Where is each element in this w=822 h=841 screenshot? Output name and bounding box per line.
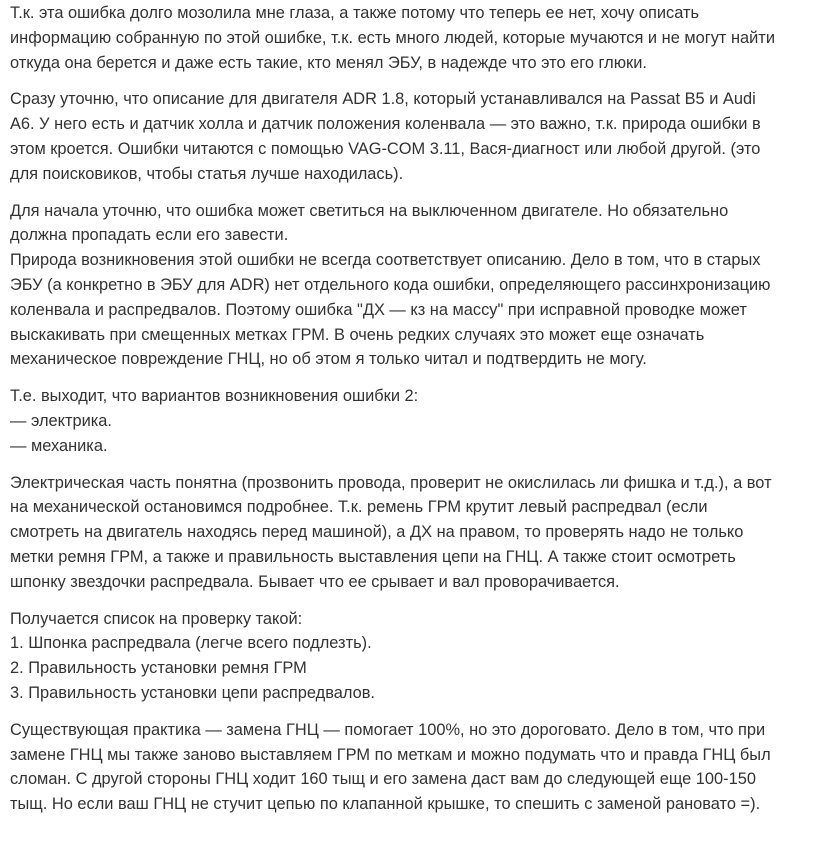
- paragraph-intro: [10, 1, 812, 75]
- text-line: замене ГНЦ мы также заново выставляем ГРМ по меткам и можно подумать что и правда ГНЦ был: [10, 745, 771, 764]
- paragraph-engine: [10, 87, 812, 186]
- list-item: 1. Шпонка распредвала (легче всего подлезть).: [10, 634, 372, 653]
- list-item: 3. Правильность установки цепи распредвалов.: [10, 683, 375, 702]
- text-line: смотреть на двигатель находясь перед машиной), а ДХ на правом, то проверять надо не только: [10, 523, 744, 542]
- paragraph-mechanics: [10, 471, 812, 595]
- list-item: — механика.: [10, 436, 108, 455]
- paragraph-practice: [10, 718, 812, 817]
- text-line: этом кроется. Ошибки читаются с помощью VAG-COM 3.11, Вася-диагност или любой другой. (это: [10, 139, 761, 158]
- paragraph-checklist: [10, 607, 812, 706]
- text-line: Т.е. выходит, что вариантов возникновения ошибки 2:: [10, 387, 419, 406]
- paragraph-nature: [10, 199, 812, 373]
- text-line: коленвала и распредвалов. Поэтому ошибка "ДХ — кз на массу" при исправной проводке может: [10, 300, 747, 319]
- text-line: A6. У него есть и датчик холла и датчик положения коленвала — это важно, т.к. природа ошибки в: [10, 115, 761, 134]
- text-line: для поисковиков, чтобы статья лучше находилась).: [10, 164, 404, 183]
- text-line: метки ремня ГРМ, а также и правильность выставления цепи на ГНЦ. А также стоит осмотреть: [10, 547, 736, 566]
- text-line: информацию собранную по этой ошибке, т.к. есть много людей, которые мучаются и не могут найти: [10, 28, 775, 47]
- paragraph-variants: [10, 384, 812, 458]
- text-line: выскакивать при смещенных метках ГРМ. В очень редких случаях это может еще означать: [10, 325, 705, 344]
- text-line: ЭБУ (а конкретно в ЭБУ для ADR) нет отдельного кода ошибки, определяющего рассинхронизацию: [10, 275, 771, 294]
- list-item: 2. Правильность установки ремня ГРМ: [10, 659, 307, 678]
- text-line: на механической остановимся подробнее. Т.к. ремень ГРМ крутит левый распредвал (если: [10, 498, 708, 517]
- text-line: откуда она берется и даже есть такие, кто менял ЭБУ, в надежде что это его глюки.: [10, 53, 647, 72]
- text-line: тыщ. Но если ваш ГНЦ не стучит цепью по клапанной крышке, то спешить с заменой рановато =).: [10, 795, 761, 814]
- text-line: Т.к. эта ошибка долго мозолила мне глаза, а также потому что теперь ее нет, хочу описать: [10, 4, 700, 22]
- text-line: механическое повреждение ГНЦ, но об этом я только читал и подтвердить не могу.: [10, 350, 647, 369]
- text-line: Сразу уточню, что описание для двигателя ADR 1.8, который устанавливался на Passat B5 и Audi: [10, 90, 756, 109]
- text-line: шпонку звездочки распредвала. Бывает что ее срывает и вал проворачивается.: [10, 572, 620, 591]
- text-line: Электрическая часть понятна (прозвонить провода, проверит не окислилась ли фишка и т.д.), а вот: [10, 473, 772, 492]
- text-line: Природа возникновения этой ошибки не всегда соответствует описанию. Дело в том, что в старых: [10, 251, 761, 270]
- text-line: сломан. С другой стороны ГНЦ ходит 160 тыщ и его замена даст вам до следующей еще 100-150: [10, 770, 756, 789]
- text-line: Существующая практика — замена ГНЦ — помогает 100%, но это дороговато. Дело в том, что при: [10, 720, 766, 739]
- text-line: должна пропадать если его завести.: [10, 226, 289, 245]
- text-line: Для начала уточню, что ошибка может светиться на выключенном двигателе. Но обязательно: [10, 201, 729, 220]
- list-item: — электрика.: [10, 411, 112, 430]
- text-line: Получается список на проверку такой:: [10, 609, 303, 628]
- article-body: [0, 1, 822, 817]
